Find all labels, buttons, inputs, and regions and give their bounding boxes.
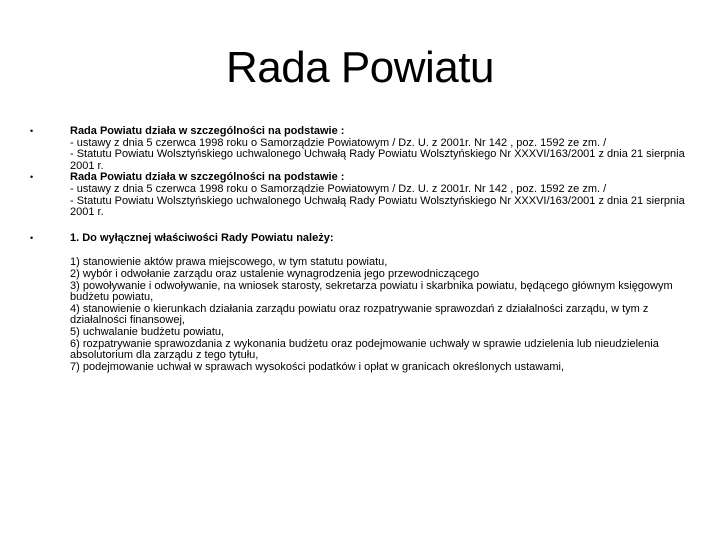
list-item — [30, 233, 690, 374]
list-item — [30, 172, 690, 218]
sub-list — [70, 257, 690, 373]
sub-list-item: 6) rozpatrywanie sprawozdania z wykonania budżetu oraz podejmowanie uchwały w sprawie udzielenia lub nieudzielenia absolutorium dla zarządu z tego tytułu, — [70, 337, 659, 362]
item-heading: 1. Do wyłącznej właściwości Rady Powiatu należy: — [70, 231, 334, 244]
sub-list-item: 2) wybór i odwołanie zarządu oraz ustalenie wynagrodzenia jego przewodniczącego — [70, 267, 480, 280]
page-title: Rada Powiatu — [226, 43, 494, 92]
bullet-dot-icon: • — [30, 232, 34, 243]
sub-list-item: 1) stanowienie aktów prawa miejscowego, w tym statutu powiatu, — [70, 256, 388, 269]
sub-list-item: 3) powoływanie i odwoływanie, na wniosek starosty, sekretarza powiatu i skarbnika powiatu, będącego głównym księgowym budżetu powiatu, — [70, 279, 673, 304]
sub-list-item: 5) uchwalanie budżetu powiatu, — [70, 325, 225, 338]
bullet-dot-icon: • — [30, 126, 34, 136]
item-heading: Rada Powiatu działa w szczególności na podstawie : — [70, 171, 345, 184]
item-line: - Statutu Powiatu Wolsztyńskiego uchwalonego Uchwałą Rady Powiatu Wolsztyńskiego Nr XXXVI/163/2001 z dnia 21 sierpnia 2001 r. — [70, 148, 685, 172]
bullet-dot-icon: • — [30, 172, 34, 183]
item-line: - ustawy z dnia 5 czerwca 1998 roku o Samorządzie Powiatowym / Dz. U. z 2001r. Nr 142 , poz. 1592 ze zm. / — [70, 182, 607, 195]
item-line: - Statutu Powiatu Wolsztyńskiego uchwalonego Uchwałą Rady Powiatu Wolsztyńskiego Nr XXXVI/163/2001 z dnia 21 sierpnia 2001 r. — [70, 194, 685, 219]
item-heading: Rada Powiatu działa w szczególności na podstawie : — [70, 125, 345, 137]
sub-list-item: 4) stanowienie o kierunkach działania zarządu powiatu oraz rozpatrywanie sprawozdań z działalności zarządu, w tym z działalności finansowej, — [70, 302, 649, 327]
bullet-list — [30, 126, 690, 373]
list-item — [30, 126, 690, 172]
item-line: - ustawy z dnia 5 czerwca 1998 roku o Samorządzie Powiatowym / Dz. U. z 2001r. Nr 142 , poz. 1592 ze zm. / — [70, 136, 607, 149]
sub-list-item: 7) podejmowanie uchwał w sprawach wysokości podatków i opłat w granicach określonych ustawami, — [70, 360, 565, 373]
